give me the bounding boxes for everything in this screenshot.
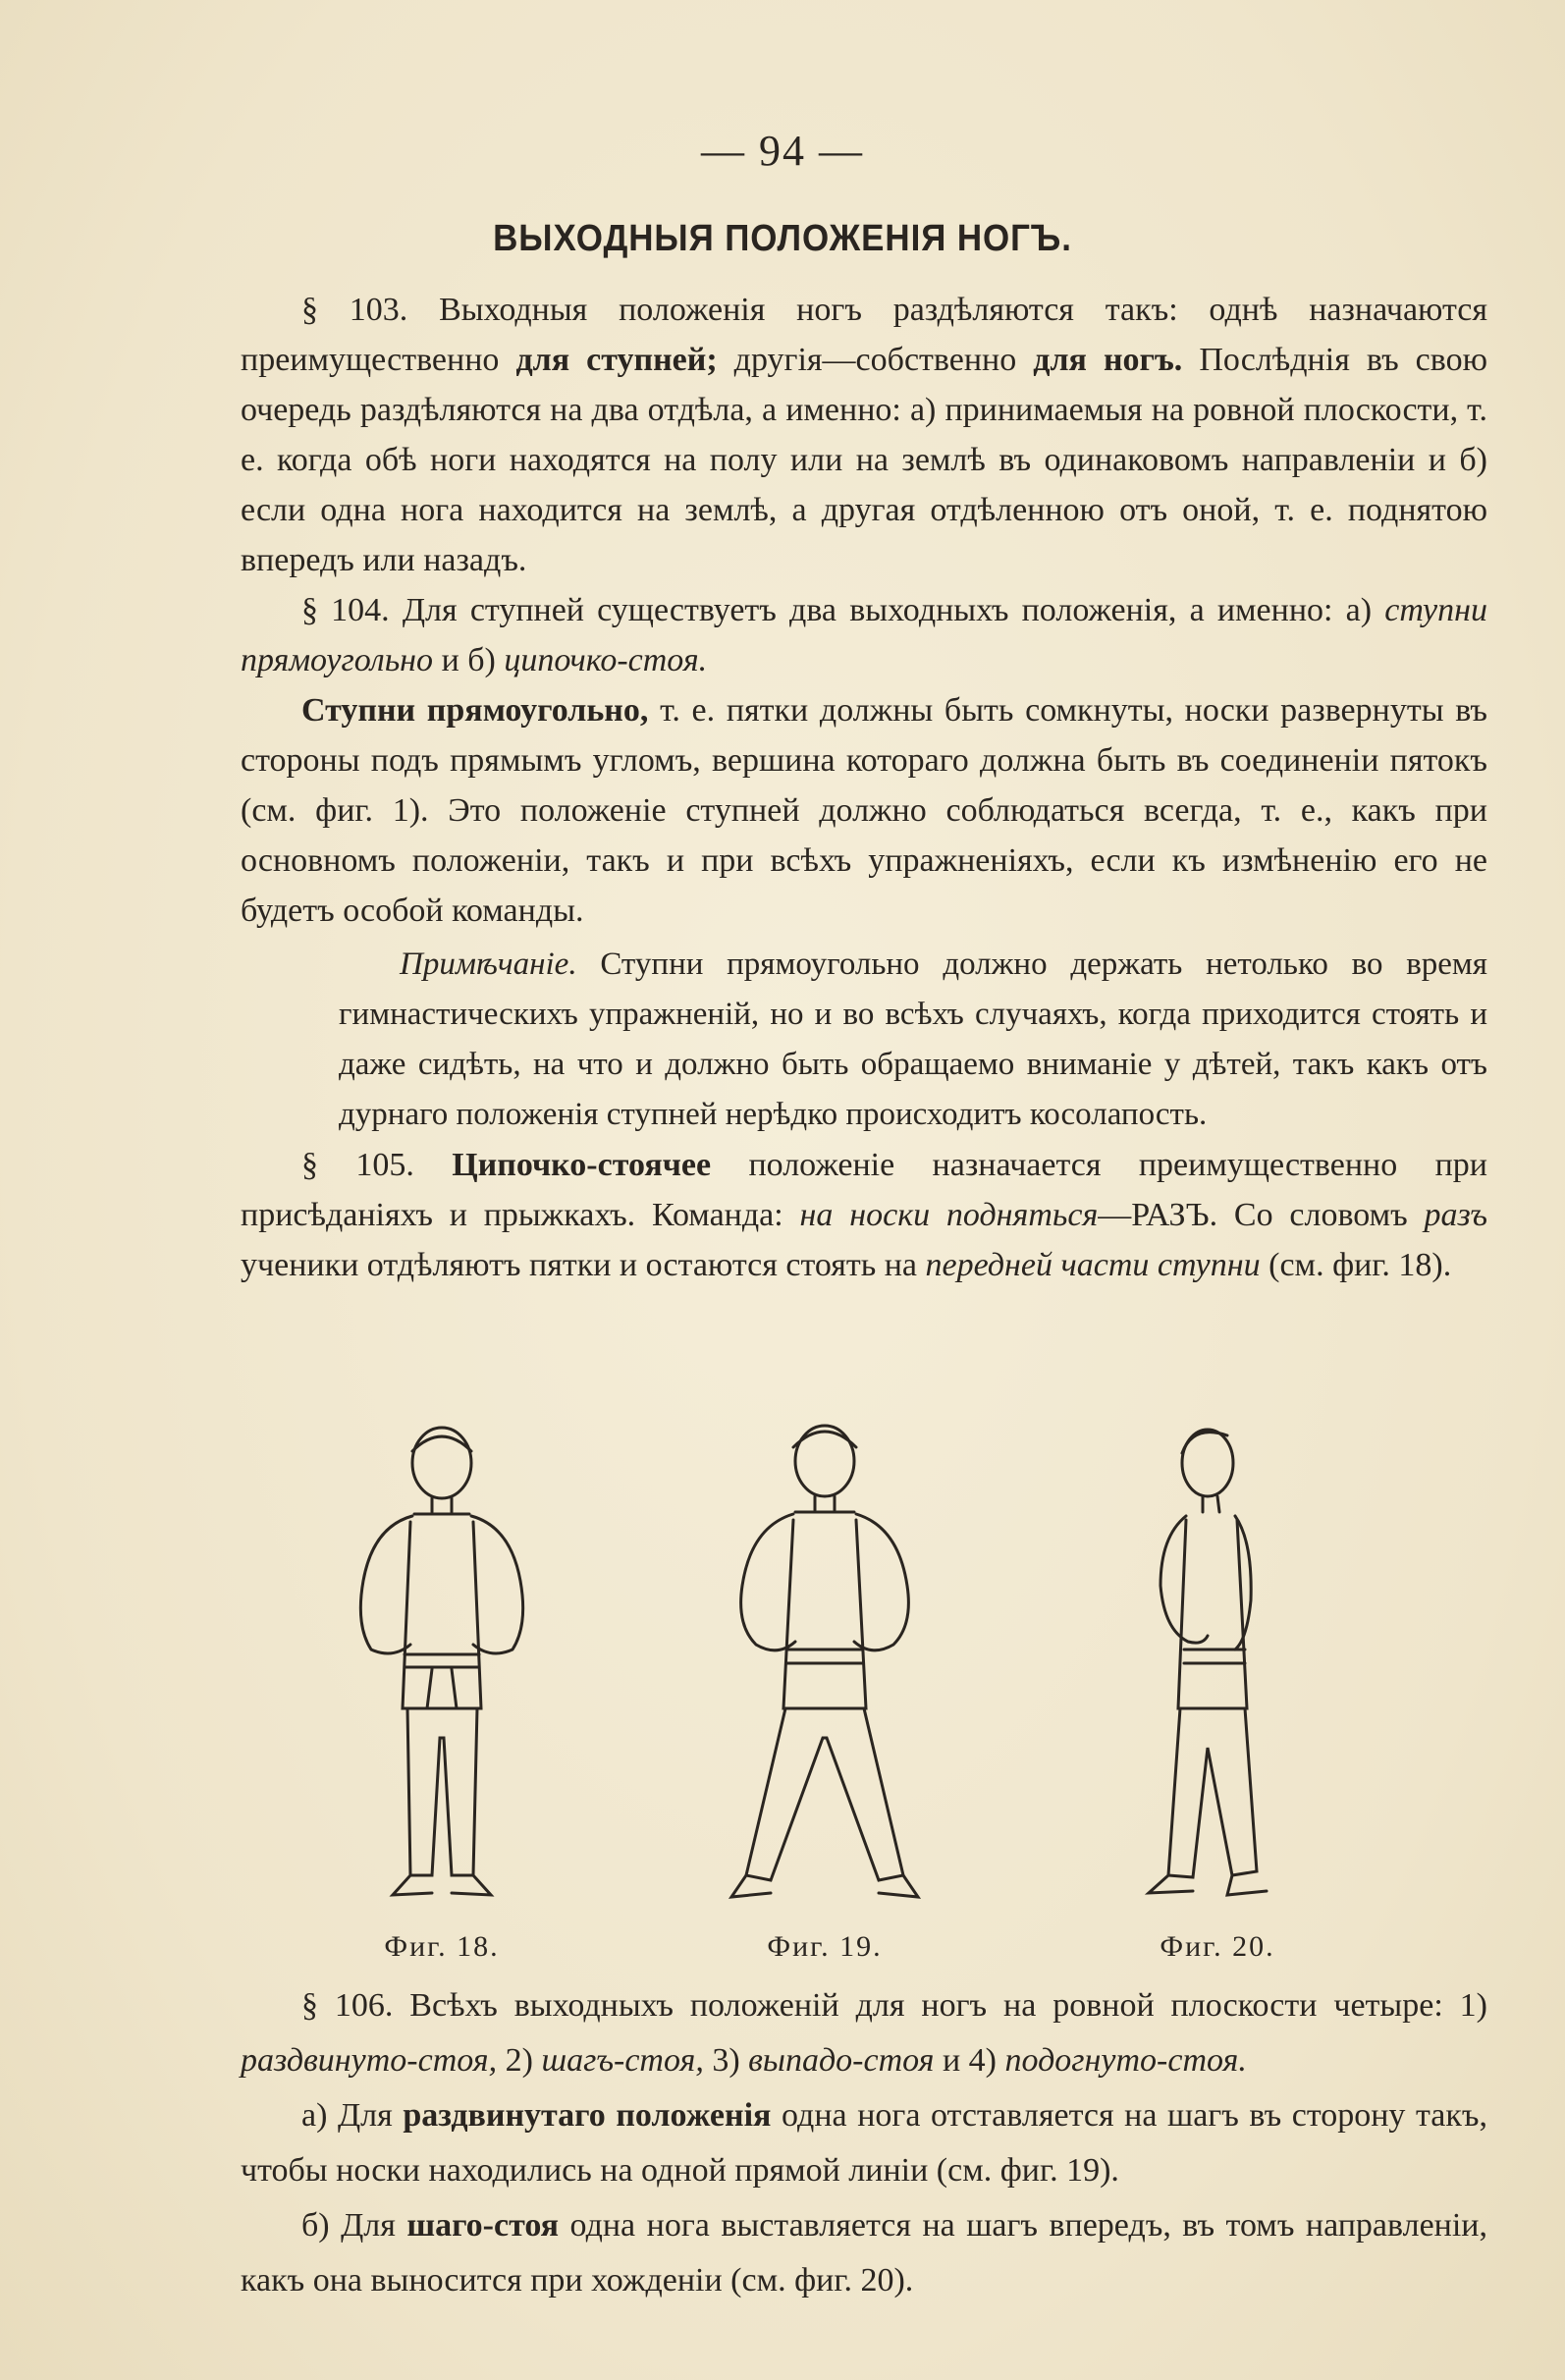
paragraph-105 xyxy=(241,1140,1487,1290)
p106-italic-4: подогнуто-стоя. xyxy=(1004,2042,1247,2079)
p105-text-d: —РАЗЪ. Со словомъ xyxy=(1098,1197,1425,1233)
figure-20-illustration xyxy=(1070,1414,1365,1915)
figure-19-caption: Фиг. 19. xyxy=(767,1930,883,1963)
p104-italic-1: ступни прямоугольно xyxy=(241,592,1487,678)
p104-text-a: § 104. Для ступней существуетъ два выходныхъ положенія, а именно: а) xyxy=(301,592,1385,628)
p105-text-c: положеніе назначается преимущественно при присѣданіяхъ и прыжкахъ. Команда: xyxy=(241,1147,1487,1233)
section-title: ВЫХОДНЫЯ ПОЛОЖЕНІЯ НОГЪ. xyxy=(493,218,1072,259)
p106-italic-3: выпадо-стоя xyxy=(748,2042,935,2079)
paragraph-104 xyxy=(241,585,1487,685)
paragraph-a xyxy=(241,2088,1487,2198)
p103-text-c: другія—собственно xyxy=(717,342,1034,378)
p105-text-a: § 105. xyxy=(301,1147,453,1183)
figure-20-caption: Фиг. 20. xyxy=(1160,1930,1275,1963)
pa-text-c: одна нога отставляется на шагъ въ сторону такъ, чтобы носки находились на одной прямой линіи (см. фиг. 19). xyxy=(241,2097,1487,2189)
pb-text-a: б) Для xyxy=(301,2207,407,2244)
p106-text-d: и 4) xyxy=(934,2042,1005,2079)
note-text: Ступни прямоугольно должно держать нетолько во время гимнастическихъ упражненій, но и во всѣхъ случаяхъ, когда приходится стоять и даже сидѣть, на что и должно быть обращаемо вниманіе у дѣтей, такъ какъ отъ дурнаго положенія ступней нерѣдко происходитъ косолапость. xyxy=(339,947,1487,1132)
text-block-lower xyxy=(241,1978,1487,2308)
figure-18 xyxy=(295,1414,589,1964)
p104-italic-2: ципочко-стоя. xyxy=(504,642,708,678)
p106-italic-1: раздвинуто-стоя, xyxy=(241,2042,498,2079)
paragraph-rectangular xyxy=(241,685,1487,936)
p106-italic-2: шагъ-стоя, xyxy=(541,2042,704,2079)
paragraph-106 xyxy=(241,1978,1487,2088)
rect-text: т. е. пятки должны быть сомкнуты, носки развернуты въ стороны подъ прямымъ угломъ, вершина котораго должна быть въ соединеніи пятокъ (см. фиг. 1). Это положеніе ступней должно соблюдаться всегда, т. е., какъ при основномъ положеніи, такъ и при всѣхъ упражненіяхъ, если къ измѣненію его не будетъ особой команды. xyxy=(241,692,1487,929)
figure-19-illustration xyxy=(677,1414,972,1915)
paragraph-103 xyxy=(241,285,1487,585)
p105-text-e: ученики отдѣляютъ пятки и остаются стоять на xyxy=(241,1247,926,1283)
note-paragraph xyxy=(339,940,1487,1140)
p103-text-d: Послѣднія въ свою очередь раздѣляются на два отдѣла, а именно: а) принимаемыя на ровной плоскости, т. е. когда обѣ ноги находятся на полу или на землѣ въ одинаковомъ направленіи и б) если одна нога находится на землѣ, а другая отдѣленною отъ оной, т. е. поднятою впередъ или назадъ. xyxy=(241,342,1487,578)
p105-italic-1: на носки подняться xyxy=(799,1197,1099,1233)
pa-text-a: а) Для xyxy=(301,2097,404,2134)
pb-bold: шаго-стоя xyxy=(406,2207,560,2244)
p106-text-b: 2) xyxy=(497,2042,542,2079)
note-label: Примѣчаніе. xyxy=(400,947,577,982)
p106-text-a: § 106. Всѣхъ выходныхъ положеній для ногъ на ровной плоскости четыре: 1) xyxy=(301,1987,1487,2024)
figure-19 xyxy=(677,1414,972,1964)
figure-18-illustration xyxy=(295,1414,589,1915)
p106-text-c: 3) xyxy=(703,2042,749,2079)
p105-italic-3: передней части ступни xyxy=(925,1247,1261,1283)
p103-bold-2: для ногъ. xyxy=(1033,342,1183,378)
paragraph-b xyxy=(241,2198,1487,2308)
p105-bold: Ципочко-стоячее xyxy=(452,1147,712,1183)
figure-18-caption: Фиг. 18. xyxy=(384,1930,500,1963)
page-number: — 94 — xyxy=(701,127,864,175)
figure-20 xyxy=(1070,1414,1365,1964)
p104-text-b: и б) xyxy=(433,642,505,678)
p103-text-a: § 103. Выходныя положенія ногъ раздѣляются такъ: однѣ назначаются преимущественно xyxy=(241,292,1487,378)
pb-text-c: одна нога выставляется на шагъ впередъ, въ томъ направленіи, какъ она выносится при хожденіи (см. фиг. 20). xyxy=(241,2207,1487,2299)
rect-bold: Ступни прямоугольно, xyxy=(301,692,649,729)
figures-row xyxy=(295,1414,1424,1964)
p105-italic-2: разъ xyxy=(1424,1197,1488,1233)
text-block-upper xyxy=(241,285,1487,1290)
pa-bold: раздвинутаго положенія xyxy=(403,2097,772,2134)
p103-bold-1: для ступней; xyxy=(515,342,718,378)
p105-text-f: (см. фиг. 18). xyxy=(1260,1247,1452,1283)
